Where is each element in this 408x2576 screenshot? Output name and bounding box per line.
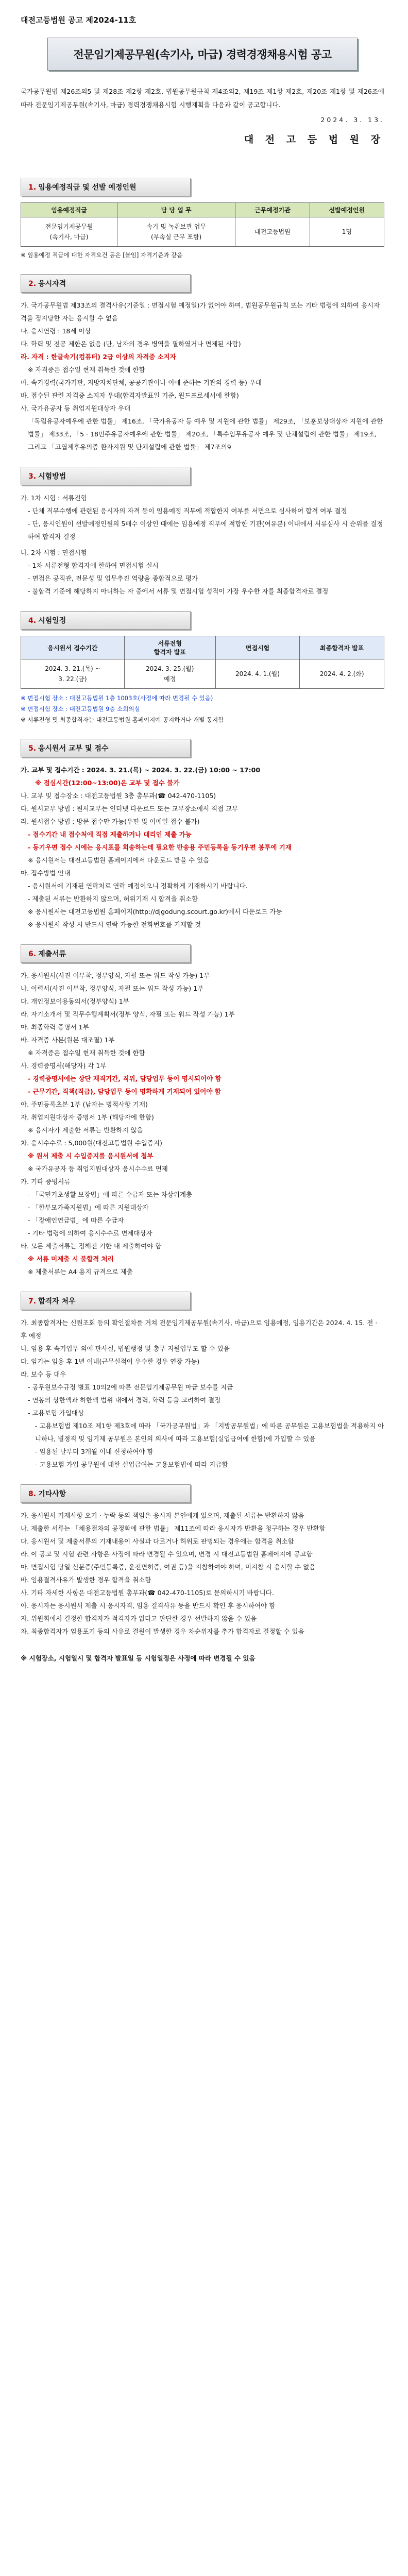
section-3-heading: 3. 시험방법 bbox=[21, 467, 191, 485]
table-header: 응시원서 접수기간 bbox=[21, 636, 125, 659]
list-item: 자. 위원회에서 결정한 합격자가 적격자가 없다고 판단한 경우 선발하지 않을 수 있음 bbox=[21, 1615, 257, 1622]
list-item: 다. 임기는 임용 후 1년 이내(근무실적이 우수한 경우 연장 가능) bbox=[21, 1358, 200, 1365]
schedule-notes bbox=[21, 693, 384, 725]
list-item: - 경력증명서에는 상단 재직기간, 직위, 담당업무 등이 명시되어야 함 bbox=[28, 1075, 222, 1082]
list-item: 아. 주민등록초본 1부 (남자는 병적사항 기재) bbox=[21, 1100, 148, 1108]
list-item: - 접수기간 내 접수처에 직접 제출하거나 대리인 제출 가능 bbox=[28, 831, 192, 838]
list-item: 카. 기타 증빙서류 bbox=[21, 1178, 71, 1185]
table-cell: 1명 bbox=[310, 217, 384, 247]
section-7-heading: 7. 합격자 처우 bbox=[21, 1292, 191, 1310]
eligibility-list bbox=[21, 299, 384, 453]
signer: 대 전 고 등 법 원 장 bbox=[244, 134, 384, 145]
list-item: - 임용된 날부터 3개월 이내 신청하여야 함 bbox=[35, 1448, 154, 1455]
list-item: - 면접은 공직관, 전문성 및 업무추진 역량을 종합적으로 평가 bbox=[28, 574, 198, 582]
list-item: 아. 응시자는 응시원서 제출 시 응시자격, 임용 결격사유 등을 반드시 확인 후 응시하여야 함 bbox=[21, 1602, 276, 1609]
list-item: 가. 최종합격자는 신원조회 등의 확인절차를 거쳐 전문임기제공무원(속기사, 마급)으로 임용예정, 임용기간은 2024. 4. 15. 전 · 후 예정 bbox=[21, 1319, 378, 1340]
list-item: ※ 제출서류는 A4 용지 규격으로 제출 bbox=[28, 1268, 133, 1276]
list-item: 마. 면접시험 당일 신분증(주민등록증, 운전면허증, 여권 등)을 지참하여야 하며, 미지참 시 응시할 수 없음 bbox=[21, 1563, 316, 1571]
list-item: 차. 최종합격자가 임용포기 등의 사유로 결원이 발생한 경우 차순위자를 추가 합격자로 결정할 수 있음 bbox=[21, 1628, 304, 1635]
list-item: 바. 접수된 관련 자격증 소지자 우대(합격자발표일 기준, 원드프로세서에 한함) bbox=[21, 392, 239, 399]
list-item: ※ 응시원서는 대전고등법원 홈페이지(http://djgodung.scourt.go.kr)에서 다운로드 가능 bbox=[28, 908, 282, 916]
table-header: 임용예정직급 bbox=[21, 203, 117, 217]
list-item: - 제출된 서류는 반환하지 않으며, 허위기재 시 합격을 취소함 bbox=[28, 895, 198, 903]
list-item: 사. 국가유공자 등 취업지원대상자 우대 bbox=[21, 404, 131, 412]
list-item: 가. 1차 시험 : 서류전형 bbox=[21, 494, 87, 502]
list-item: ※ 응시원서는 대전고등법원 홈페이지에서 다운로드 받을 수 있음 bbox=[28, 856, 210, 864]
table-header: 담 당 업 무 bbox=[117, 203, 235, 217]
list-item: 바. 자격증 사본(원본 대조필) 1부 bbox=[21, 1036, 115, 1044]
list-item: 바. 임용결격사유가 발생한 경우 합격을 취소함 bbox=[21, 1576, 151, 1584]
list-item: 나. 응시연령 : 18세 이상 bbox=[21, 327, 91, 335]
list-item: - 고용보험 가입대상 bbox=[28, 1409, 84, 1417]
list-item: 다. 학력 및 전공 제한은 없음 (단, 남자의 경우 병역을 필하였거나 면제된 사람) bbox=[21, 340, 241, 348]
schedule-table bbox=[21, 636, 384, 689]
list-item: - 고용보험법 제10조 제1항 제3호에 따라 「국가공무원법」과 「지방공무원법」에 따른 공무원은 고용보험법을 적용하지 아니하나, 별정직 및 임기제 공무원은 본인의 의사에 따라 고용보험(실업급여에 한함)에 가입할 수 있음 bbox=[35, 1422, 384, 1443]
notice-date: 2024. 3. 13. bbox=[320, 116, 384, 124]
list-item: 자. 취업지원대상자 증명서 1부 (해당자에 한함) bbox=[21, 1113, 154, 1121]
misc-list bbox=[21, 1509, 384, 1638]
list-item: - 단, 응시인원이 선발예정인원의 5배수 이상인 때에는 임용예정 직무에 적합한 기관(여유분) 이내에서 서류심사 시 순위를 결정하여 합격자 결정 bbox=[28, 520, 383, 540]
list-item: 사. 기타 자세한 사항은 대전고등법원 총무과(☎ 042-470-1105)로 문의하시기 바랍니다. bbox=[21, 1589, 274, 1597]
table-cell: 2024. 4. 1.(월) bbox=[215, 659, 300, 689]
list-item: - 「장애인연금법」에 따른 수급자 bbox=[28, 1216, 124, 1224]
list-item: - 근무기간, 직책(직급), 담당업무 등이 명확하게 기재되어 있어야 함 bbox=[28, 1088, 221, 1095]
list-item: ※ 응시자가 제출한 서류는 반환하지 않음 bbox=[28, 1126, 143, 1134]
list-item: - 단체 직무수행에 관련된 응시자의 자격 등이 임용예정 직무에 적합한지 여부를 서면으로 심사하여 합격 여부 결정 bbox=[28, 507, 347, 515]
list-item: 가. 응시원서 기재사항 오기 · 누락 등의 책임은 응시자 본인에게 있으며, 제출된 서류는 반환하지 않음 bbox=[21, 1512, 304, 1519]
section-2-heading: 2. 응시자격 bbox=[21, 274, 191, 293]
list-item: 나. 교부 및 접수장소 : 대전고등법원 3층 총무과(☎ 042-470-1105) bbox=[21, 792, 216, 800]
table-header: 서류전형 합격자 발표 bbox=[124, 636, 215, 659]
table-header: 최종합격자 발표 bbox=[300, 636, 384, 659]
list-item: 마. 속기경력(국가기관, 지방자치단체, 공공기관이나 이에 준하는 기관의 경력 등) 우대 bbox=[21, 379, 262, 386]
final-note: ※ 시험장소, 시험일시 및 합격자 발표일 등 시험일정은 사정에 따라 변경될 수 있음 bbox=[21, 1654, 256, 1662]
list-item: 나. 2차 시험 : 면접시험 bbox=[21, 549, 87, 556]
application-list bbox=[21, 764, 384, 931]
position-table bbox=[21, 202, 384, 247]
list-item: - 공무원보수규정 별표 10의2에 따른 전문임기제공무원 마급 보수를 지급 bbox=[28, 1383, 233, 1391]
intro-text: 국가공무원법 제26조의5 및 제28조 제2항 제2호, 법원공무원규칙 제4조의2, 제19조 제1항 제2호, 제20조 제1항 및 제26조에 따라 전문임기제공무원(속기사, 마급) 경력경쟁채용시험 시행계획을 다음과 같이 공고합니다. bbox=[21, 88, 384, 109]
list-item: 라. 보수 등 대우 bbox=[21, 1370, 66, 1378]
list-item: ※ 서류 미제출 시 불합격 처리 bbox=[28, 1255, 114, 1263]
table-header: 선발예정인원 bbox=[310, 203, 384, 217]
list-item: ※ 자격증은 접수일 현재 취득한 것에 한함 bbox=[28, 366, 145, 374]
list-item: 마. 최종학력 증명서 1부 bbox=[21, 1023, 89, 1031]
list-item: 타. 모든 제출서류는 정해진 기한 내 제출하여야 함 bbox=[21, 1242, 162, 1250]
list-item: ※ 자격증은 접수일 현재 취득한 것에 한함 bbox=[28, 1049, 145, 1057]
list-item: 사. 경력증명서(해당자) 각 1부 bbox=[21, 1062, 107, 1070]
notice-number: 대전고등법원 공고 제2024-11호 bbox=[21, 15, 137, 25]
table-cell: 2024. 3. 21.(목) ~ 3. 22.(금) bbox=[21, 659, 125, 689]
table-note: ※ 임용예정 직급에 대한 자격요건 등은 [붙임] 자격기준과 같음 bbox=[21, 251, 183, 259]
list-item: 라. 자기소개서 및 직무수행계획서(정부 양식, 자필 또는 워드 작성 가능) 1부 bbox=[21, 1010, 235, 1018]
table-cell: 2024. 3. 25.(월) 예정 bbox=[124, 659, 215, 689]
treatment-list bbox=[21, 1316, 384, 1471]
list-item: 다. 원서교부 방법 : 원서교부는 인터넷 다운로드 또는 교부장소에서 직접 교부 bbox=[21, 805, 239, 812]
list-item: ※ 면접시험 장소 : 대전고등법원 9층 소회의실 bbox=[21, 705, 140, 713]
list-item: - 「한부모가족지원법」에 따른 지원대상자 bbox=[28, 1204, 149, 1211]
list-item: 라. 자격 : 한글속기(컴퓨터) 2급 이상의 자격증 소지자 bbox=[21, 353, 176, 361]
list-item: - 응시원서에 기재된 연락처로 연락 예정이오니 정확하게 기재하시기 바랍니다. bbox=[28, 882, 248, 890]
list-item: - 「국민기초생활 보장법」에 따른 수급자 또는 차상위계층 bbox=[28, 1191, 193, 1198]
table-cell: 대전고등법원 bbox=[235, 217, 310, 247]
list-item: 가. 응시원서(사진 이부착, 정부양식, 자필 또는 워드 작성 가능) 1부 bbox=[21, 972, 210, 979]
list-item: - 기타 법령에 의하여 응시수수료 면제대상자 bbox=[28, 1229, 152, 1237]
table-cell: 2024. 4. 2.(화) bbox=[300, 659, 384, 689]
list-item: ※ 국가유공자 등 취업지원대상자 응시수수료 면제 bbox=[28, 1165, 168, 1173]
list-item: 다. 개인정보이용동의서(정부양식) 1부 bbox=[21, 997, 129, 1005]
documents-list bbox=[21, 969, 384, 1278]
list-item: ※ 점심시간(12:00~13:00)은 교부 및 접수 불가 bbox=[35, 779, 180, 787]
list-item: 다. 응시원서 및 제출서류의 기재내용이 사실과 다르거나 허위로 판명되는 경우에는 합격을 취소함 bbox=[21, 1537, 294, 1545]
section-5-heading: 5. 응시원서 교부 및 접수 bbox=[21, 739, 191, 757]
list-item: 차. 응시수수료 : 5,000원(대전고등법원 수입증지) bbox=[21, 1139, 162, 1147]
section-4-heading: 4. 시험일정 bbox=[21, 611, 191, 630]
section-6-heading: 6. 제출서류 bbox=[21, 944, 191, 963]
list-item: 「독립유공자예우에 관한 법률」 제16조, 「국가유공자 등 예우 및 지원에 관한 법률」 제29조, 「보훈보상대상자 지원에 관한 법률」 제33조, 「5 · 18민주유공자예우에 관한 법률」 제20조, 「특수임무유공자 예우 및 단체설립에 관한 법률」 제19조, 그리고 「고엽제후유의증 환자지원 및 단체설립에 관한 법률」 제7조의9 bbox=[28, 417, 383, 451]
list-item: - 연봉의 상한액과 하한액 범위 내에서 경력, 학력 등을 고려하여 결정 bbox=[28, 1396, 221, 1404]
table-cell: 속기 및 녹취보관 업무 (부속실 근무 포함) bbox=[117, 217, 235, 247]
list-item: - 불합격 기준에 해당하지 아니하는 자 중에서 서류 및 면접시험 성적이 가장 우수한 자를 최종합격자로 결정 bbox=[28, 587, 329, 595]
list-item: ※ 원서 제출 시 수입증지를 응시원서에 첩부 bbox=[28, 1152, 154, 1160]
list-item: - 동기우편 접수 시에는 응시표를 회송하는데 필요한 반송용 주민등록을 동기우편 봉투에 기재 bbox=[28, 843, 292, 851]
list-item: 라. 원서접수 방법 : 방문 접수만 가능(우편 및 이메일 접수 불가) bbox=[21, 818, 200, 825]
list-item: ※ 면접시험 장소 : 대전고등법원 1층 1003호(사정에 따라 변경될 수 있음) bbox=[21, 694, 213, 702]
list-item: 나. 제출한 서류는 「채용절차의 공정화에 관한 법률」 제11조에 따라 응시자가 반환을 청구하는 경우 반환함 bbox=[21, 1524, 326, 1532]
list-item: - 1차 서류전형 합격자에 한하여 면접시험 실시 bbox=[28, 562, 159, 569]
section-8-heading: 8. 기타사항 bbox=[21, 1484, 191, 1503]
table-cell: 전문임기제공무원 (속기사, 마급) bbox=[21, 217, 117, 247]
list-item: ※ 서류전형 및 최종합격자는 대전고등법원 홈페이지에 공지하거나 개별 통지함 bbox=[21, 716, 224, 723]
list-item: - 고용보험 가입 공무원에 대한 실업급여는 고용보험법에 따라 지급함 bbox=[35, 1461, 228, 1468]
table-header: 근무예정기관 bbox=[235, 203, 310, 217]
list-item: 마. 접수방법 안내 bbox=[21, 869, 71, 877]
list-item: 가. 국가공무원법 제33조의 결격사유(기준일 : 면접시험 예정일)가 없어야 하며, 법원공무원규칙 또는 기타 법령에 의하여 응시자격을 정지당한 자는 응시할 수 없음 bbox=[21, 301, 380, 322]
list-item: 나. 이력서(사진 이부착, 정부양식, 자필 또는 워드 작성 가능) 1부 bbox=[21, 985, 204, 992]
list-item: ※ 응시원서 작성 시 반드시 연락 가능한 전화번호를 기재할 것 bbox=[28, 921, 201, 928]
list-item: 라. 이 공고 및 시험 관련 사항은 사정에 따라 변경될 수 있으며, 변경 시 대전고등법원 홈페이지에 공고함 bbox=[21, 1550, 313, 1558]
list-item: 나. 임용 후 속기업무 외에 판사실, 법원행정 및 총무 지원업무도 할 수 있음 bbox=[21, 1345, 230, 1352]
list-item: 가. 교부 및 접수기간 : 2024. 3. 21.(목) ~ 2024. 3. 22.(금) 10:00 ~ 17:00 bbox=[21, 766, 261, 774]
table-header: 면접시험 bbox=[215, 636, 300, 659]
notice-title: 전문임기제공무원(속기사, 마급) 경력경쟁채용시험 공고 bbox=[47, 38, 358, 71]
exam-method-list bbox=[21, 492, 384, 598]
section-1-heading: 1. 임용예정직급 및 선발 예정인원 bbox=[21, 178, 191, 196]
